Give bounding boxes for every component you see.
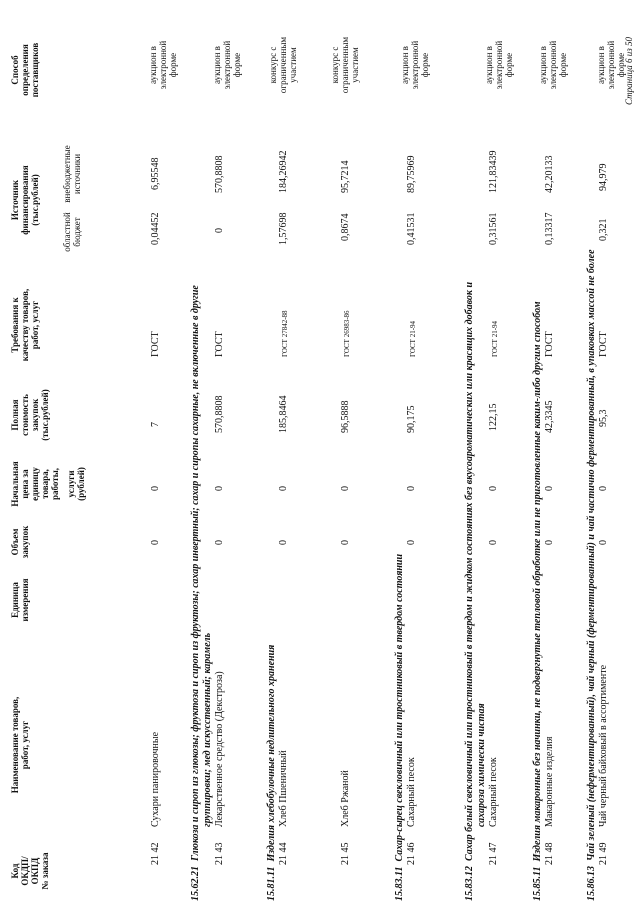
row-method-line: форме (420, 52, 430, 78)
row-offbudget: 570,8808 (214, 155, 225, 193)
row-method-line: форме (616, 52, 626, 78)
row-total: 7 (150, 422, 161, 427)
header-price-line: (рублей) (76, 467, 86, 501)
header-price-line: работы, (50, 468, 60, 500)
row-price: 0 (150, 486, 161, 491)
section-code: 15.83.11 (394, 866, 405, 901)
section-heading (190, 285, 201, 901)
header-req-line: качеству товаров, (20, 288, 30, 362)
row-requirements: ГОСТ (150, 331, 161, 357)
row-method-line: электронной (410, 40, 420, 90)
row-method-line: форме (168, 52, 178, 78)
header-total-line: стоимость (20, 394, 30, 436)
section-heading (464, 282, 475, 901)
row-volume: 0 (278, 540, 289, 545)
row-total: 42,3345 (544, 400, 555, 433)
row-name: Чай черный байховый в ассортименте (598, 664, 609, 827)
row-requirements: ГОСТ (544, 331, 555, 357)
row-name: Хлеб Ржаной (340, 770, 351, 827)
header-code-line: ОКДП/ (20, 856, 30, 886)
row-method-line: электронной (494, 40, 504, 90)
row-number: 21 49 (598, 842, 609, 865)
row-method-line: аукцион в (538, 46, 548, 84)
row-offbudget: 6,95548 (150, 157, 161, 190)
row-regional: 0,41531 (406, 212, 417, 245)
header-price-line: единицу (30, 467, 40, 501)
header-name-line: Наименование товаров, (10, 696, 20, 794)
row-total: 95,3 (598, 409, 609, 427)
page-number: Страница 6 из 50 (624, 37, 634, 105)
header-fin-line: (тыс.рублей) (30, 174, 40, 226)
row-method (212, 30, 242, 100)
header-financing-regional (62, 207, 82, 257)
row-method-line: аукцион в (484, 46, 494, 84)
header-method-line: определения (20, 44, 30, 96)
row-number: 21 48 (544, 842, 555, 865)
row-offbudget: 42,20133 (544, 155, 555, 193)
row-method-line: конкурс с (268, 46, 278, 84)
row-name: Сухари панировочные (150, 731, 161, 827)
row-name: Сахарный песок (488, 757, 499, 827)
row-method-line: электронной (158, 40, 168, 90)
header-initial-price (10, 456, 86, 512)
header-requirements (10, 275, 40, 375)
row-method-line: форме (504, 52, 514, 78)
header-volume (10, 517, 30, 567)
header-unit-line: измерения (20, 578, 30, 622)
row-method (268, 30, 298, 100)
header-total-cost (10, 380, 50, 450)
row-total: 185,8464 (278, 395, 289, 433)
row-method-line: форме (558, 52, 568, 78)
row-volume: 0 (598, 540, 609, 545)
header-price-line: товара, (40, 469, 50, 499)
row-regional: 0,13317 (544, 212, 555, 245)
section-code: 15.83.12 (464, 866, 475, 901)
header-volume-line: закупок (20, 525, 30, 559)
row-requirements: ГОСТ 27842-88 (281, 310, 289, 357)
row-method (596, 30, 626, 100)
row-method-line: аукцион в (212, 46, 222, 84)
row-method (400, 30, 430, 100)
section-heading (266, 645, 277, 901)
row-price: 0 (544, 486, 555, 491)
header-name-line: работ, услуг (20, 720, 30, 770)
row-volume: 0 (214, 540, 225, 545)
row-number: 21 45 (340, 842, 351, 865)
row-offbudget: 94,979 (598, 163, 609, 191)
row-method-line: участием (350, 47, 360, 83)
header-fin-line: Источник (10, 179, 20, 221)
row-price: 0 (598, 486, 609, 491)
row-name: Лекарственное средство (Декстроза) (214, 671, 225, 827)
row-offbudget: 121,83439 (488, 150, 499, 193)
row-requirements: ГОСТ 26983-86 (343, 310, 351, 357)
header-volume-line: Объем (10, 528, 20, 556)
row-method (330, 30, 360, 100)
row-offbudget: 95,7214 (340, 160, 351, 193)
section-code: 15.86.13 (586, 866, 597, 901)
row-requirements: ГОСТ (598, 331, 609, 357)
row-method-line: электронной (222, 40, 232, 90)
section-text: Чай зеленый (неферментированный), чай черный (ферментированный) и чай частично ферментированный, в упаковках массой не более (586, 249, 597, 861)
row-regional: 0 (214, 228, 225, 233)
header-method-line: Способ (10, 55, 20, 85)
header-name (10, 655, 30, 835)
row-name: Хлеб Пшеничный (278, 750, 289, 827)
header-method (10, 25, 40, 115)
header-fin-line: финансирования (20, 165, 30, 235)
row-method-line: форме (232, 52, 242, 78)
header-total-line: закупок (30, 398, 40, 432)
section-heading (532, 301, 543, 901)
row-method (484, 30, 514, 100)
row-number: 21 47 (488, 842, 499, 865)
section-text: Сахар-сырец свекловичный или тростниковый в твердом состоянии (394, 553, 405, 862)
section-heading (586, 249, 597, 901)
header-financing (10, 145, 40, 255)
header-code (10, 841, 50, 901)
header-offbudget-line: внебюджетные (62, 145, 72, 203)
row-method-line: электронной (606, 40, 616, 90)
row-method (148, 30, 178, 100)
section-text: Изделия хлебобулочные недлительного хранения (266, 644, 277, 862)
header-price-line: Начальная (10, 461, 20, 507)
header-unit-line: Единица (10, 582, 20, 618)
row-number: 21 42 (150, 842, 161, 865)
row-method-line: конкурс с (330, 46, 340, 84)
section-heading (394, 554, 405, 901)
row-method-line: электронной (548, 40, 558, 90)
row-method-line: аукцион в (400, 46, 410, 84)
section-code: 15.62.21 (190, 866, 201, 901)
row-total: 570,8808 (214, 395, 225, 433)
header-regional-line: бюджет (72, 217, 82, 247)
row-regional: 1,57698 (278, 212, 289, 245)
row-volume: 0 (406, 540, 417, 545)
header-total-line: (тыс.рублей) (40, 389, 50, 441)
header-req-line: Требования к (10, 297, 20, 353)
row-total: 90,175 (406, 405, 417, 433)
row-regional: 0,31561 (488, 212, 499, 245)
row-regional: 0,321 (598, 218, 609, 241)
header-offbudget-line: источники (72, 153, 82, 195)
header-regional-line: областной (62, 212, 72, 252)
row-price: 0 (340, 486, 351, 491)
row-number: 21 44 (278, 842, 289, 865)
header-unit (10, 570, 30, 630)
row-method-line: аукцион в (148, 46, 158, 84)
section-text: Изделия макаронные без начинки, не подвергнутые тепловой обработке или не приготовленные каким-либо другим способом (532, 301, 543, 862)
row-method (538, 30, 568, 100)
row-method-line: ограниченным (278, 36, 288, 94)
row-volume: 0 (544, 540, 555, 545)
row-method-line: участием (288, 47, 298, 83)
row-price: 0 (406, 486, 417, 491)
header-method-line: поставщиков (30, 42, 40, 98)
row-volume: 0 (340, 540, 351, 545)
header-price-line: услуги (66, 470, 76, 498)
header-code-line: Код (10, 863, 20, 879)
row-name: Сахарный песок (406, 757, 417, 827)
row-number: 21 43 (214, 842, 225, 865)
header-code-line: № заказа (40, 852, 50, 890)
row-requirements: ГОСТ (214, 331, 225, 357)
section-code: 15.81.11 (266, 866, 277, 901)
row-requirements: ГОСТ 21-94 (491, 320, 499, 357)
row-price: 0 (278, 486, 289, 491)
row-regional: 0,8674 (340, 213, 351, 241)
section-heading-cont: группировки; мед искусственный; карамель (202, 632, 213, 827)
header-total-line: Полная (10, 399, 20, 431)
row-regional: 0,04452 (150, 212, 161, 245)
row-requirements: ГОСТ 21-94 (409, 320, 417, 357)
section-text: Сахар белый свекловичный или тростниковый в твердом и жидком состояниях без вкусоароматических или красящих добавок и (464, 281, 475, 861)
header-req-line: работ, услуг (30, 300, 40, 350)
header-code-line: ОКПД (30, 857, 40, 885)
row-total: 96,5888 (340, 400, 351, 433)
row-price: 0 (488, 486, 499, 491)
row-offbudget: 184,26942 (278, 150, 289, 193)
row-offbudget: 89,75969 (406, 155, 417, 193)
row-method-line: аукцион в (596, 46, 606, 84)
row-total: 122,15 (488, 403, 499, 431)
row-price: 0 (214, 486, 225, 491)
header-price-line: цена за (20, 469, 30, 499)
section-heading-cont: сахароза химически чистая (476, 703, 487, 827)
row-volume: 0 (488, 540, 499, 545)
header-financing-offbudget (62, 143, 82, 205)
row-name: Макаронные изделия (544, 736, 555, 827)
row-volume: 0 (150, 540, 161, 545)
section-code: 15.85.11 (532, 866, 543, 901)
section-text: Глюкоза и сироп из глюкозы; фруктоза и сироп из фруктозы; сахар инвертный; сахар и сиропы сахарные, не включенные в другие (190, 285, 201, 861)
row-number: 21 46 (406, 842, 417, 865)
row-method-line: ограниченным (340, 36, 350, 94)
